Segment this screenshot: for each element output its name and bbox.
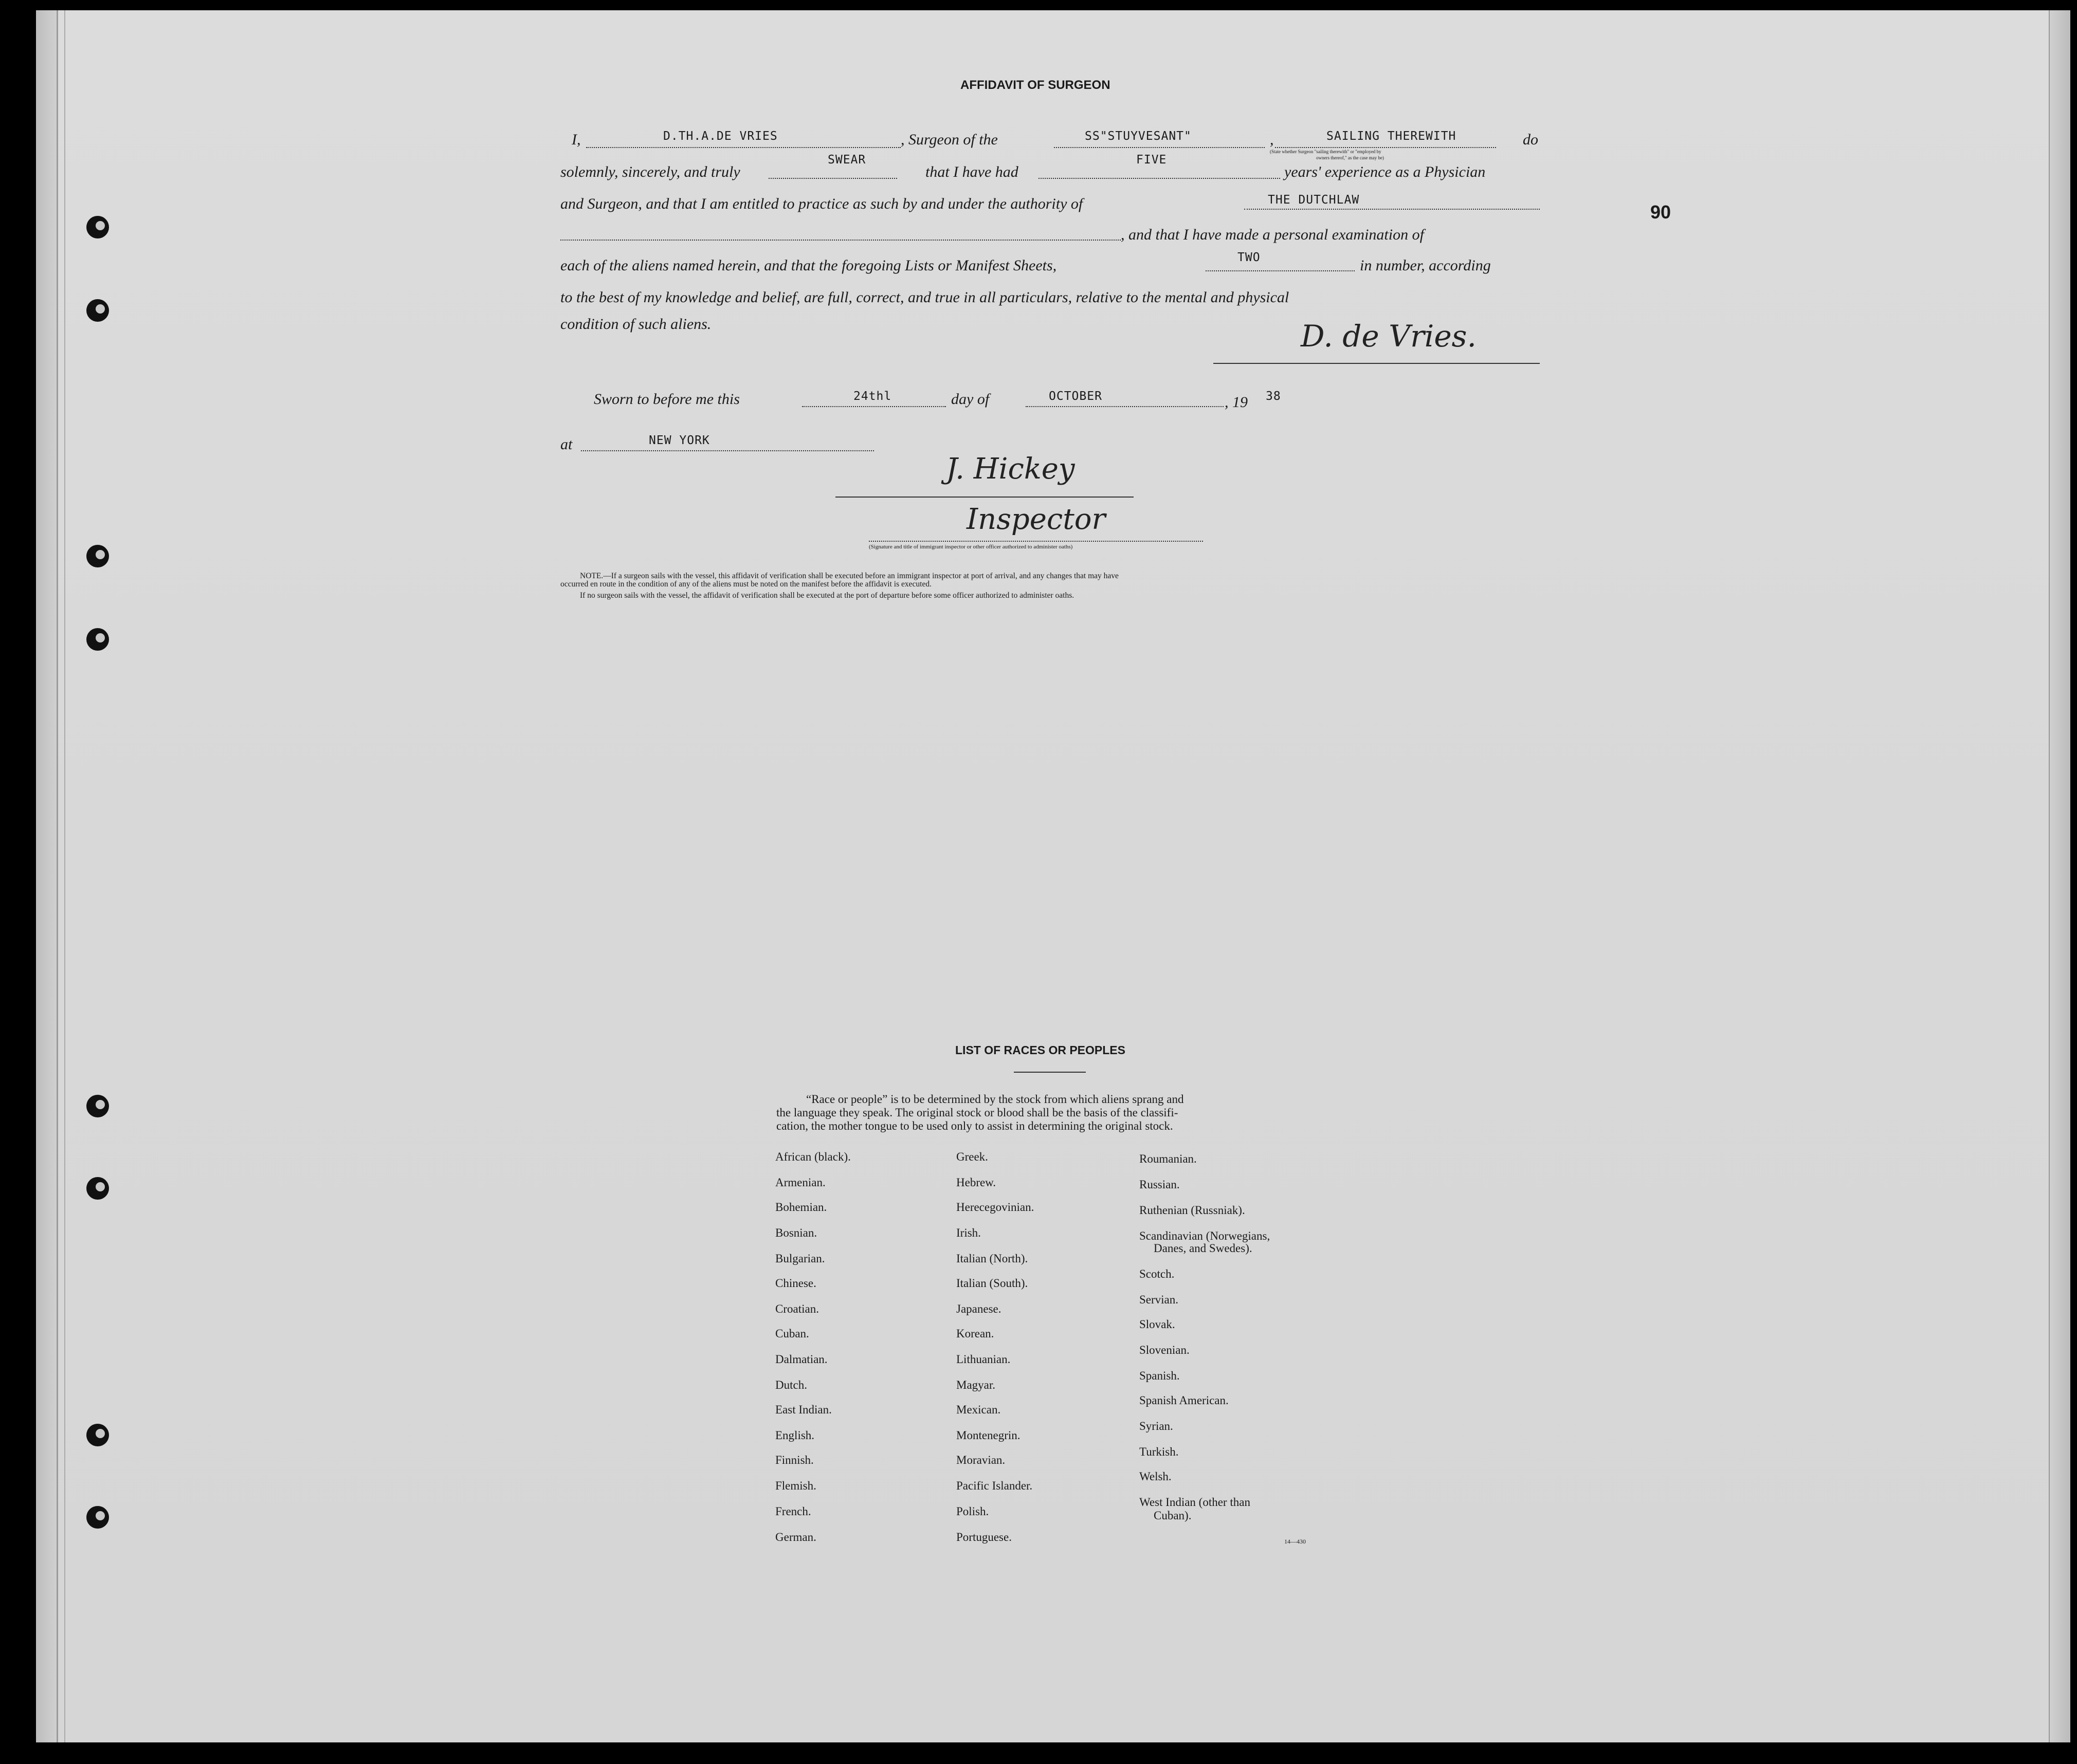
- affidavit-text: solemnly, sincerely, and truly: [560, 163, 740, 180]
- race-item: Servian.: [1139, 1293, 1179, 1306]
- affidavit-text: do: [1523, 131, 1538, 148]
- race-item: African (black).: [775, 1150, 851, 1163]
- race-item: Korean.: [956, 1327, 994, 1340]
- race-item: Danes, and Swedes).: [1154, 1242, 1252, 1255]
- punch-hole: [86, 1506, 109, 1529]
- status-instruction: (State whether Surgeon "sailing therewith" or "employed by: [1270, 149, 1381, 154]
- race-item: Armenian.: [775, 1176, 826, 1189]
- race-item: Ruthenian (Russniak).: [1139, 1204, 1245, 1217]
- affidavit-text: ,: [1270, 131, 1274, 148]
- race-item: Scandinavian (Norwegians,: [1139, 1229, 1270, 1242]
- race-item: Roumanian.: [1139, 1152, 1197, 1165]
- inspector-signature: J. Hickey: [946, 452, 1075, 486]
- punch-hole: [86, 545, 109, 567]
- race-item: Cuban.: [775, 1327, 809, 1340]
- binding-edge: [36, 10, 58, 1742]
- race-item: Syrian.: [1139, 1420, 1173, 1432]
- affidavit-text: and Surgeon, and that I am entitled to practice as such by and under the authority of: [560, 195, 1083, 212]
- sworn-year-field: 38: [1266, 390, 1281, 403]
- field-line: [1206, 270, 1355, 271]
- race-item: Italian (North).: [956, 1252, 1028, 1265]
- race-item: German.: [775, 1531, 816, 1544]
- sworn-day-field: 24thl: [853, 390, 892, 403]
- field-line: [1244, 209, 1540, 210]
- race-item: Irish.: [956, 1226, 981, 1239]
- signature-line: [869, 541, 1203, 542]
- race-item: Turkish.: [1139, 1445, 1179, 1458]
- signature-caption: (Signature and title of immigrant inspector or other officer authorized to administer oaths): [869, 544, 1073, 550]
- race-item: Cuban).: [1154, 1509, 1192, 1522]
- form-number: 14—430: [1284, 1538, 1306, 1545]
- race-item: Flemish.: [775, 1479, 816, 1492]
- punch-hole: [86, 216, 109, 238]
- affidavit-text: to the best of my knowledge and belief, are full, correct, and true in all particulars, relative to the mental and physical: [560, 289, 1289, 306]
- race-item: Finnish.: [775, 1454, 814, 1466]
- affidavit-text: at: [560, 436, 573, 453]
- race-item: Polish.: [956, 1505, 989, 1518]
- races-intro: cation, the mother tongue to be used only to assist in determining the original stock.: [776, 1119, 1173, 1132]
- affidavit-text: that I have had: [925, 163, 1018, 180]
- races-intro: the language they speak. The original stock or blood shall be the basis of the classifi-: [776, 1106, 1178, 1119]
- race-item: Spanish American.: [1139, 1394, 1229, 1407]
- race-item: Greek.: [956, 1150, 988, 1163]
- race-item: Pacific Islander.: [956, 1479, 1033, 1492]
- punch-hole: [86, 1424, 109, 1446]
- surgeon-status-field: SAILING THEREWITH: [1326, 130, 1456, 143]
- field-line: [560, 240, 1121, 241]
- race-item: Welsh.: [1139, 1470, 1172, 1483]
- years-experience-field: FIVE: [1136, 153, 1167, 167]
- race-item: Bohemian.: [775, 1201, 827, 1214]
- note-text: If no surgeon sails with the vessel, the affidavit of verification shall be executed at the port of departure before some officer authorized to administer oaths.: [580, 591, 1074, 600]
- affidavit-text: , and that I have made a personal examination of: [1121, 226, 1424, 243]
- binding-line: [64, 10, 65, 1742]
- inspector-title-signature: Inspector: [967, 503, 1106, 536]
- note-text: NOTE.—If a surgeon sails with the vessel, this affidavit of verification shall be executed before an immigrant inspector at port of arrival, and any changes that may have: [580, 572, 1119, 580]
- field-line: [769, 178, 897, 179]
- race-item: Italian (South).: [956, 1277, 1028, 1290]
- field-line: [1026, 406, 1224, 407]
- vessel-name-field: SS"STUYVESANT": [1085, 130, 1192, 143]
- affidavit-text: in number, according: [1360, 257, 1491, 274]
- affidavit-text: , 19: [1225, 394, 1248, 411]
- affidavit-text: each of the aliens named herein, and that the foregoing Lists or Manifest Sheets,: [560, 257, 1057, 274]
- race-item: West Indian (other than: [1139, 1496, 1250, 1509]
- affidavit-title: AFFIDAVIT OF SURGEON: [960, 78, 1110, 92]
- oath-field: SWEAR: [828, 153, 866, 167]
- affidavit-text: condition of such aliens.: [560, 316, 712, 333]
- race-item: Dalmatian.: [775, 1353, 828, 1366]
- race-item: Magyar.: [956, 1379, 996, 1391]
- race-item: French.: [775, 1505, 811, 1518]
- field-line: [802, 406, 946, 407]
- signature-line: [835, 497, 1134, 498]
- race-item: Portuguese.: [956, 1531, 1012, 1544]
- race-item: Croatian.: [775, 1302, 819, 1315]
- punch-hole: [86, 1095, 109, 1117]
- affidavit-text: years' experience as a Physician: [1284, 163, 1486, 180]
- field-line: [1275, 147, 1496, 148]
- field-line: [1038, 178, 1280, 179]
- note-text: occurred en route in the condition of any of the aliens must be noted on the manifest before the affidavit is executed.: [560, 580, 932, 589]
- title-underline: [1014, 1072, 1086, 1073]
- race-item: Hebrew.: [956, 1176, 996, 1189]
- races-list-title: LIST OF RACES OR PEOPLES: [955, 1043, 1125, 1057]
- race-item: Spanish.: [1139, 1369, 1180, 1382]
- race-item: English.: [775, 1429, 815, 1442]
- sheets-count-field: TWO: [1237, 251, 1261, 264]
- surgeon-signature: D. de Vries.: [1301, 319, 1477, 354]
- race-item: East Indian.: [775, 1403, 832, 1416]
- race-item: Bosnian.: [775, 1226, 817, 1239]
- affidavit-text: I,: [572, 131, 581, 148]
- races-intro: “Race or people” is to be determined by the stock from which aliens sprang and: [806, 1093, 1184, 1106]
- right-page-edge: [2049, 10, 2070, 1742]
- punch-hole: [86, 628, 109, 651]
- affidavit-text: , Surgeon of the: [901, 131, 998, 148]
- race-item: Dutch.: [775, 1379, 807, 1391]
- race-item: Chinese.: [775, 1277, 816, 1290]
- field-line: [1054, 147, 1265, 148]
- field-line: [586, 147, 901, 148]
- punch-hole: [86, 1177, 109, 1200]
- affidavit-text: day of: [951, 391, 990, 408]
- punch-hole: [86, 299, 109, 322]
- status-instruction: owners thereof," as the case may be): [1316, 155, 1384, 160]
- race-item: Montenegrin.: [956, 1429, 1021, 1442]
- sworn-month-field: OCTOBER: [1049, 390, 1102, 403]
- signature-line: [1213, 363, 1540, 364]
- race-item: Moravian.: [956, 1454, 1006, 1466]
- race-item: Japanese.: [956, 1302, 1001, 1315]
- race-item: Lithuanian.: [956, 1353, 1011, 1366]
- race-item: Scotch.: [1139, 1267, 1175, 1280]
- race-item: Russian.: [1139, 1178, 1180, 1191]
- surgeon-name-field: D.TH.A.DE VRIES: [663, 130, 778, 143]
- race-item: Slovak.: [1139, 1318, 1175, 1331]
- affidavit-text: Sworn to before me this: [594, 391, 740, 408]
- page-number: 90: [1650, 201, 1671, 223]
- authority-field: THE DUTCHLAW: [1268, 193, 1360, 207]
- race-item: Mexican.: [956, 1403, 1001, 1416]
- sworn-place-field: NEW YORK: [649, 434, 710, 447]
- field-line: [581, 450, 874, 451]
- race-item: Herecegovinian.: [956, 1201, 1034, 1214]
- race-item: Slovenian.: [1139, 1344, 1190, 1356]
- race-item: Bulgarian.: [775, 1252, 825, 1265]
